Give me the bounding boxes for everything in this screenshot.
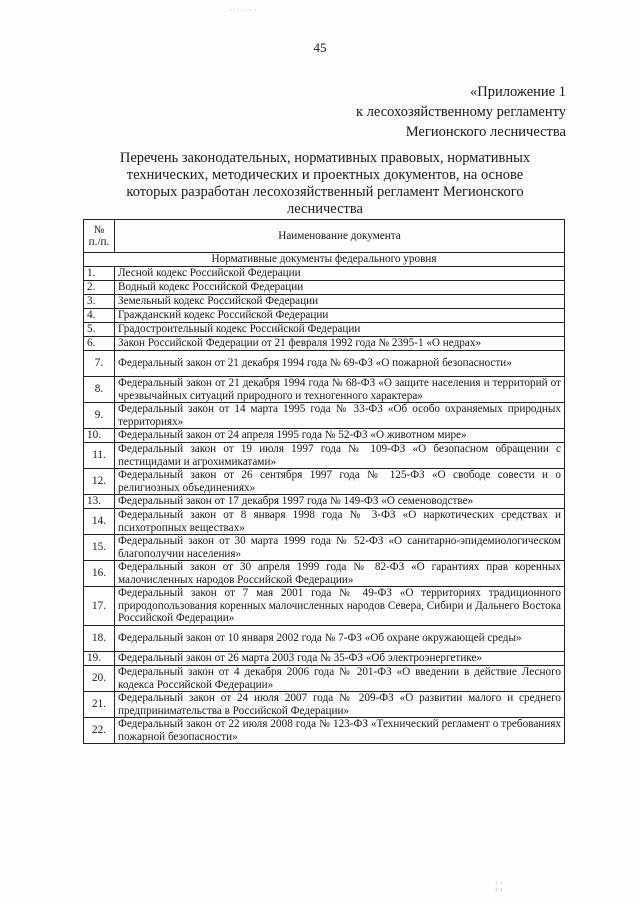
header-name: Наименование документа [115,220,565,253]
table-row [84,535,565,561]
table-row [84,337,565,351]
table-row [84,267,565,281]
row-number: 4. [84,309,115,323]
row-document: Федеральный закон от 26 сентября 1997 года № 125-ФЗ «О свободе совести и о религиозных объединениях» [115,469,565,495]
documents-table [83,219,565,744]
table-row [84,309,565,323]
table-row [84,495,565,509]
row-number: 17. [84,587,115,626]
row-number: 13. [84,495,115,509]
table-row [84,469,565,495]
row-number: 5. [84,323,115,337]
row-document: Гражданский кодекс Российской Федерации [115,309,565,323]
row-document: Федеральный закон от 22 июля 2008 года № 123-ФЗ «Технический регламент о требованиях пожарной безопасности» [115,718,565,744]
table-row [84,443,565,469]
row-number: 8. [84,377,115,403]
row-document: Федеральный закон от 8 января 1998 года № 3-ФЗ «О наркотических средствах и психотропных веществах» [115,509,565,535]
row-document: Федеральный закон от 26 марта 2003 года № 35-ФЗ «Об электроэнергетике» [115,652,565,666]
scan-noise: ·· · · ·· · [230,6,257,15]
row-number: 2. [84,281,115,295]
row-document: Лесной кодекс Российской Федерации [115,267,565,281]
row-document: Федеральный закон от 21 декабря 1994 года № 68-ФЗ «О защите населения и территорий от чрезвычайных ситуаций природного и техногенного характера» [115,377,565,403]
row-document: Федеральный закон от 10 января 2002 года № 7-ФЗ «Об охране окружающей среды» [115,626,565,652]
appendix-line-3: Мегионского лесничества [405,124,566,140]
row-document: Водный кодекс Российской Федерации [115,281,565,295]
table-row [84,692,565,718]
table-row [84,652,565,666]
row-document: Федеральный закон от 4 декабря 2006 года № 201-ФЗ «О введении в действие Лесного кодекса Российской Федерации» [115,666,565,692]
table-row [84,718,565,744]
row-number: 16. [84,561,115,587]
row-number: 7. [84,351,115,377]
table-row [84,587,565,626]
row-document: Федеральный закон от 7 мая 2001 года № 49-ФЗ «О территориях традиционного природопользования коренных малочисленных народов Севера, Сибири и Дальнего Востока Российской Федерации» [115,587,565,626]
header-number: № п./п. [84,220,115,253]
row-number: 22. [84,718,115,744]
appendix-caption [356,82,566,142]
table-row [84,351,565,377]
section-title: Нормативные документы федерального уровня [84,253,565,267]
row-document: Федеральный закон от 21 декабря 1994 года № 69-ФЗ «О пожарной безопасности» [115,351,565,377]
row-number: 18. [84,626,115,652]
table-row [84,509,565,535]
section-row [84,253,565,267]
row-number: 14. [84,509,115,535]
table-row [84,561,565,587]
row-number: 6. [84,337,115,351]
row-number: 19. [84,652,115,666]
row-number: 12. [84,469,115,495]
row-number: 15. [84,535,115,561]
table-row [84,626,565,652]
table-row [84,323,565,337]
row-document: Федеральный закон от 30 марта 1999 года № 52-ФЗ «О санитарно-эпидемиологическом благополучии населения» [115,535,565,561]
table-row [84,666,565,692]
row-document: Федеральный закон от 24 апреля 1995 года № 52-ФЗ «О животном мире» [115,429,565,443]
table-row [84,281,565,295]
row-number: 10. [84,429,115,443]
row-number: 3. [84,295,115,309]
appendix-line-2: к лесохозяйственному регламенту [356,104,566,120]
row-number: 9. [84,403,115,429]
row-document: Закон Российской Федерации от 21 февраля 1992 года № 2395-1 «О недрах» [115,337,565,351]
table-row [84,429,565,443]
row-number: 1. [84,267,115,281]
row-document: Федеральный закон от 24 июля 2007 года № 209-ФЗ «О развитии малого и среднего предпринимательства в Российской Федерации» [115,692,565,718]
appendix-line-1: «Приложение 1 [470,84,566,100]
row-document: Земельный кодекс Российской Федерации [115,295,565,309]
row-document: Федеральный закон от 30 апреля 1999 года № 82-ФЗ «О гарантиях прав коренных малочисленных народов Российской Федерации» [115,561,565,587]
row-document: Федеральный закон от 17 декабря 1997 года № 149-ФЗ «О семеноводстве» [115,495,565,509]
document-heading: Перечень законодательных, нормативных правовых, нормативных технических, методических и проектных документов, на основе которых разработан лесохозяйственный регламент Мегионского лесничества [119,150,531,217]
row-number: 20. [84,666,115,692]
row-document: Градостроительный кодекс Российской Федерации [115,323,565,337]
table-header-row [84,220,565,253]
table-row [84,403,565,429]
row-number: 21. [84,692,115,718]
row-document: Федеральный закон от 19 июля 1997 года № 109-ФЗ «О безопасном обращении с пестицидами и агрохимикатами» [115,443,565,469]
page-number: 45 [313,40,327,55]
row-number: 11. [84,443,115,469]
table-row [84,377,565,403]
row-document: Федеральный закон от 14 марта 1995 года № 33-ФЗ «Об особо охраняемых природных территориях» [115,403,565,429]
scan-noise: ¦ ¦ [495,878,503,892]
table-row [84,295,565,309]
